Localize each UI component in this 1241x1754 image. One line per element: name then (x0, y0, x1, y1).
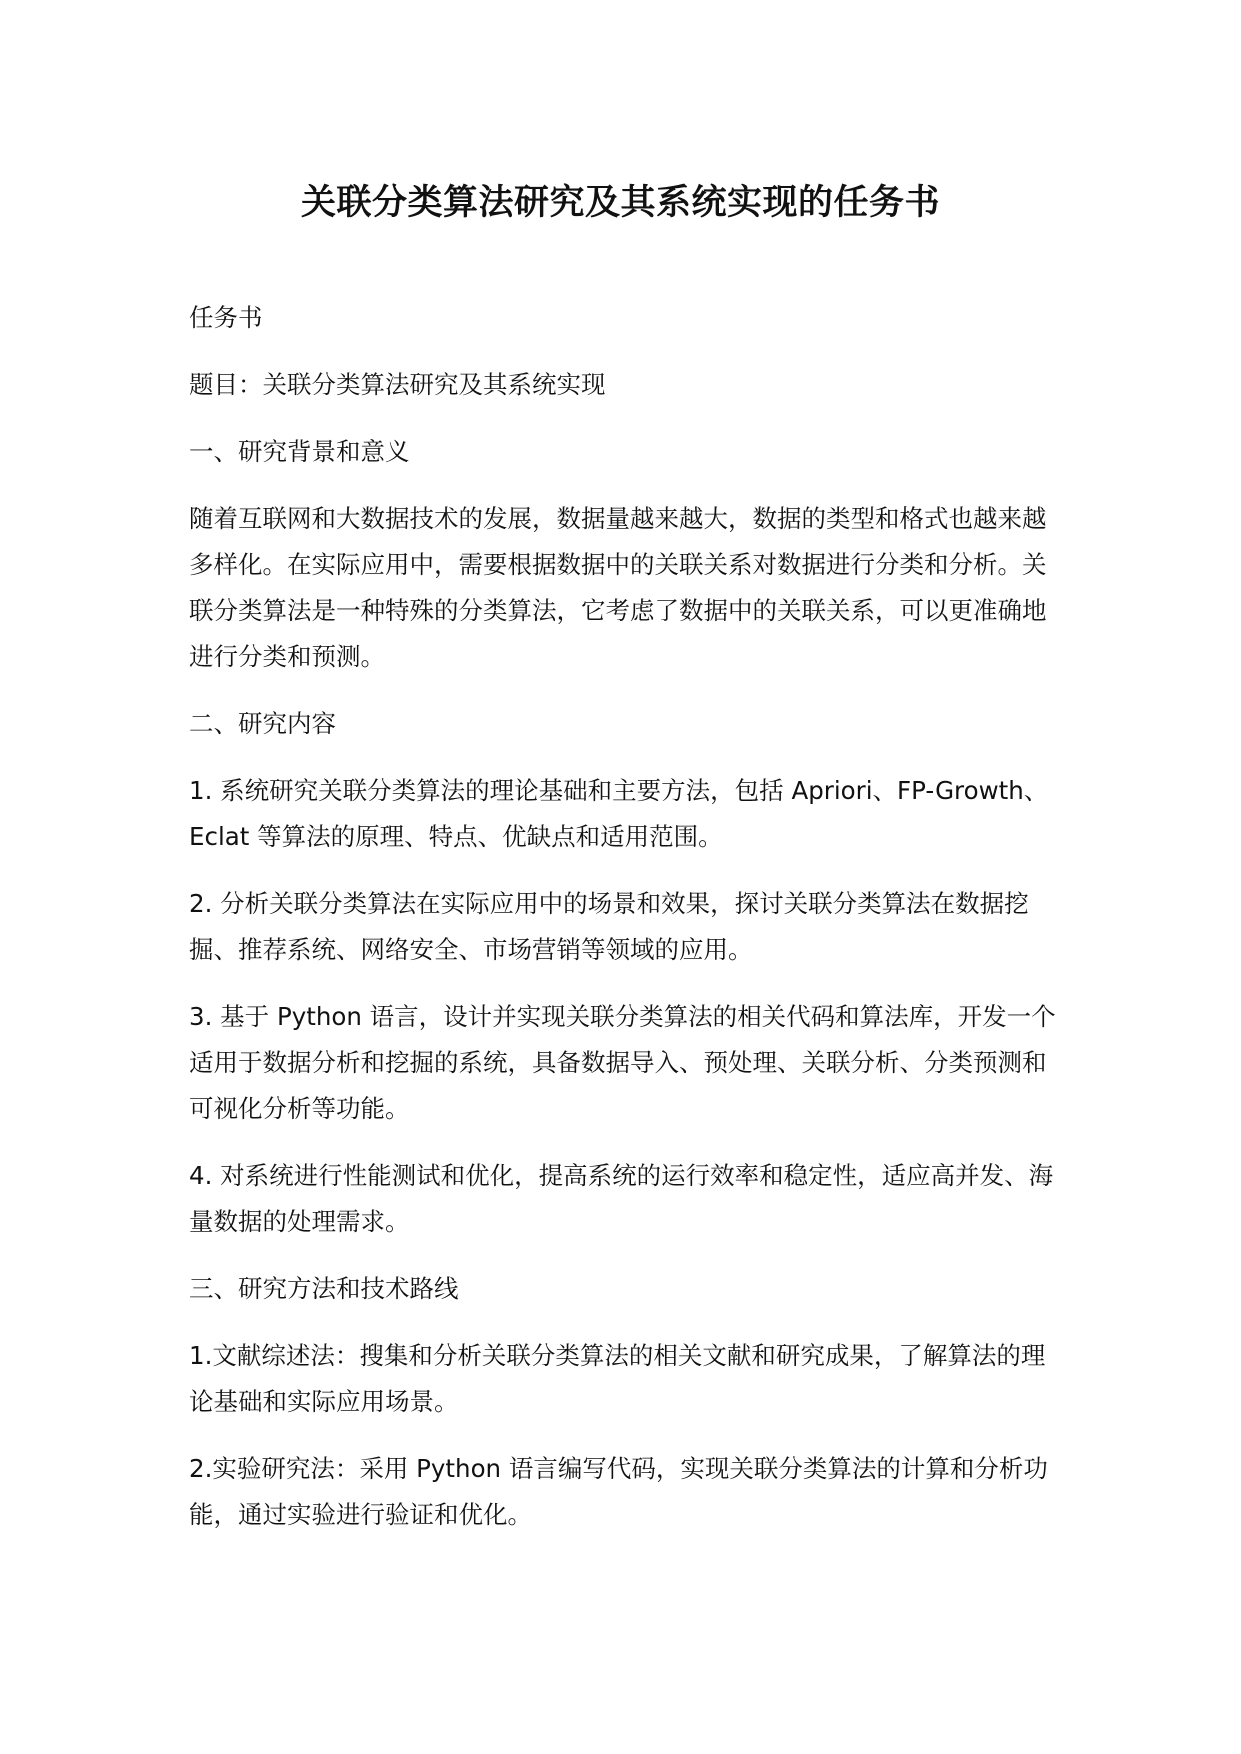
section-heading-background: 一、研究背景和意义 (189, 437, 410, 466)
content-item-3: 3. 基于 Python 语言，设计并实现关联分类算法的相关代码和算法库，开发一个适用于数据分析和挖掘的系统，具备数据导入、预处理、关联分析、分类预测和可视化分析等功能。 (189, 1002, 1056, 1123)
content-item-2: 2. 分析关联分类算法在实际应用中的场景和效果，探讨关联分类算法在数据挖掘、推荐系统、网络安全、市场营销等领域的应用。 (189, 889, 1029, 964)
method-item-2: 2.实验研究法：采用 Python 语言编写代码，实现关联分类算法的计算和分析功能，通过实验进行验证和优化。 (189, 1454, 1048, 1529)
section-heading-methods: 三、研究方法和技术路线 (189, 1274, 459, 1303)
method-item-1: 1.文献综述法：搜集和分析关联分类算法的相关文献和研究成果，了解算法的理论基础和实际应用场景。 (189, 1341, 1046, 1416)
document-title: 关联分类算法研究及其系统实现的任务书 (300, 183, 940, 223)
section-heading-content: 二、研究内容 (189, 709, 336, 738)
content-item-4: 4. 对系统进行性能测试和优化，提高系统的运行效率和稳定性，适应高并发、海量数据的处理需求。 (189, 1161, 1054, 1236)
background-paragraph: 随着互联网和大数据技术的发展，数据量越来越大，数据的类型和格式也越来越多样化。在实际应用中，需要根据数据中的关联关系对数据进行分类和分析。关联分类算法是一种特殊的分类算法，它考虑了数据中的关联关系，可以更准确地进行分类和预测。 (189, 504, 1047, 671)
topic-line: 题目：关联分类算法研究及其系统实现 (189, 370, 606, 399)
document-body (189, 295, 1069, 1559)
section-label: 任务书 (189, 303, 263, 332)
content-item-1: 1. 系统研究关联分类算法的理论基础和主要方法，包括 Apriori、FP-Growth、Eclat 等算法的原理、特点、优缺点和适用范围。 (189, 776, 1049, 851)
